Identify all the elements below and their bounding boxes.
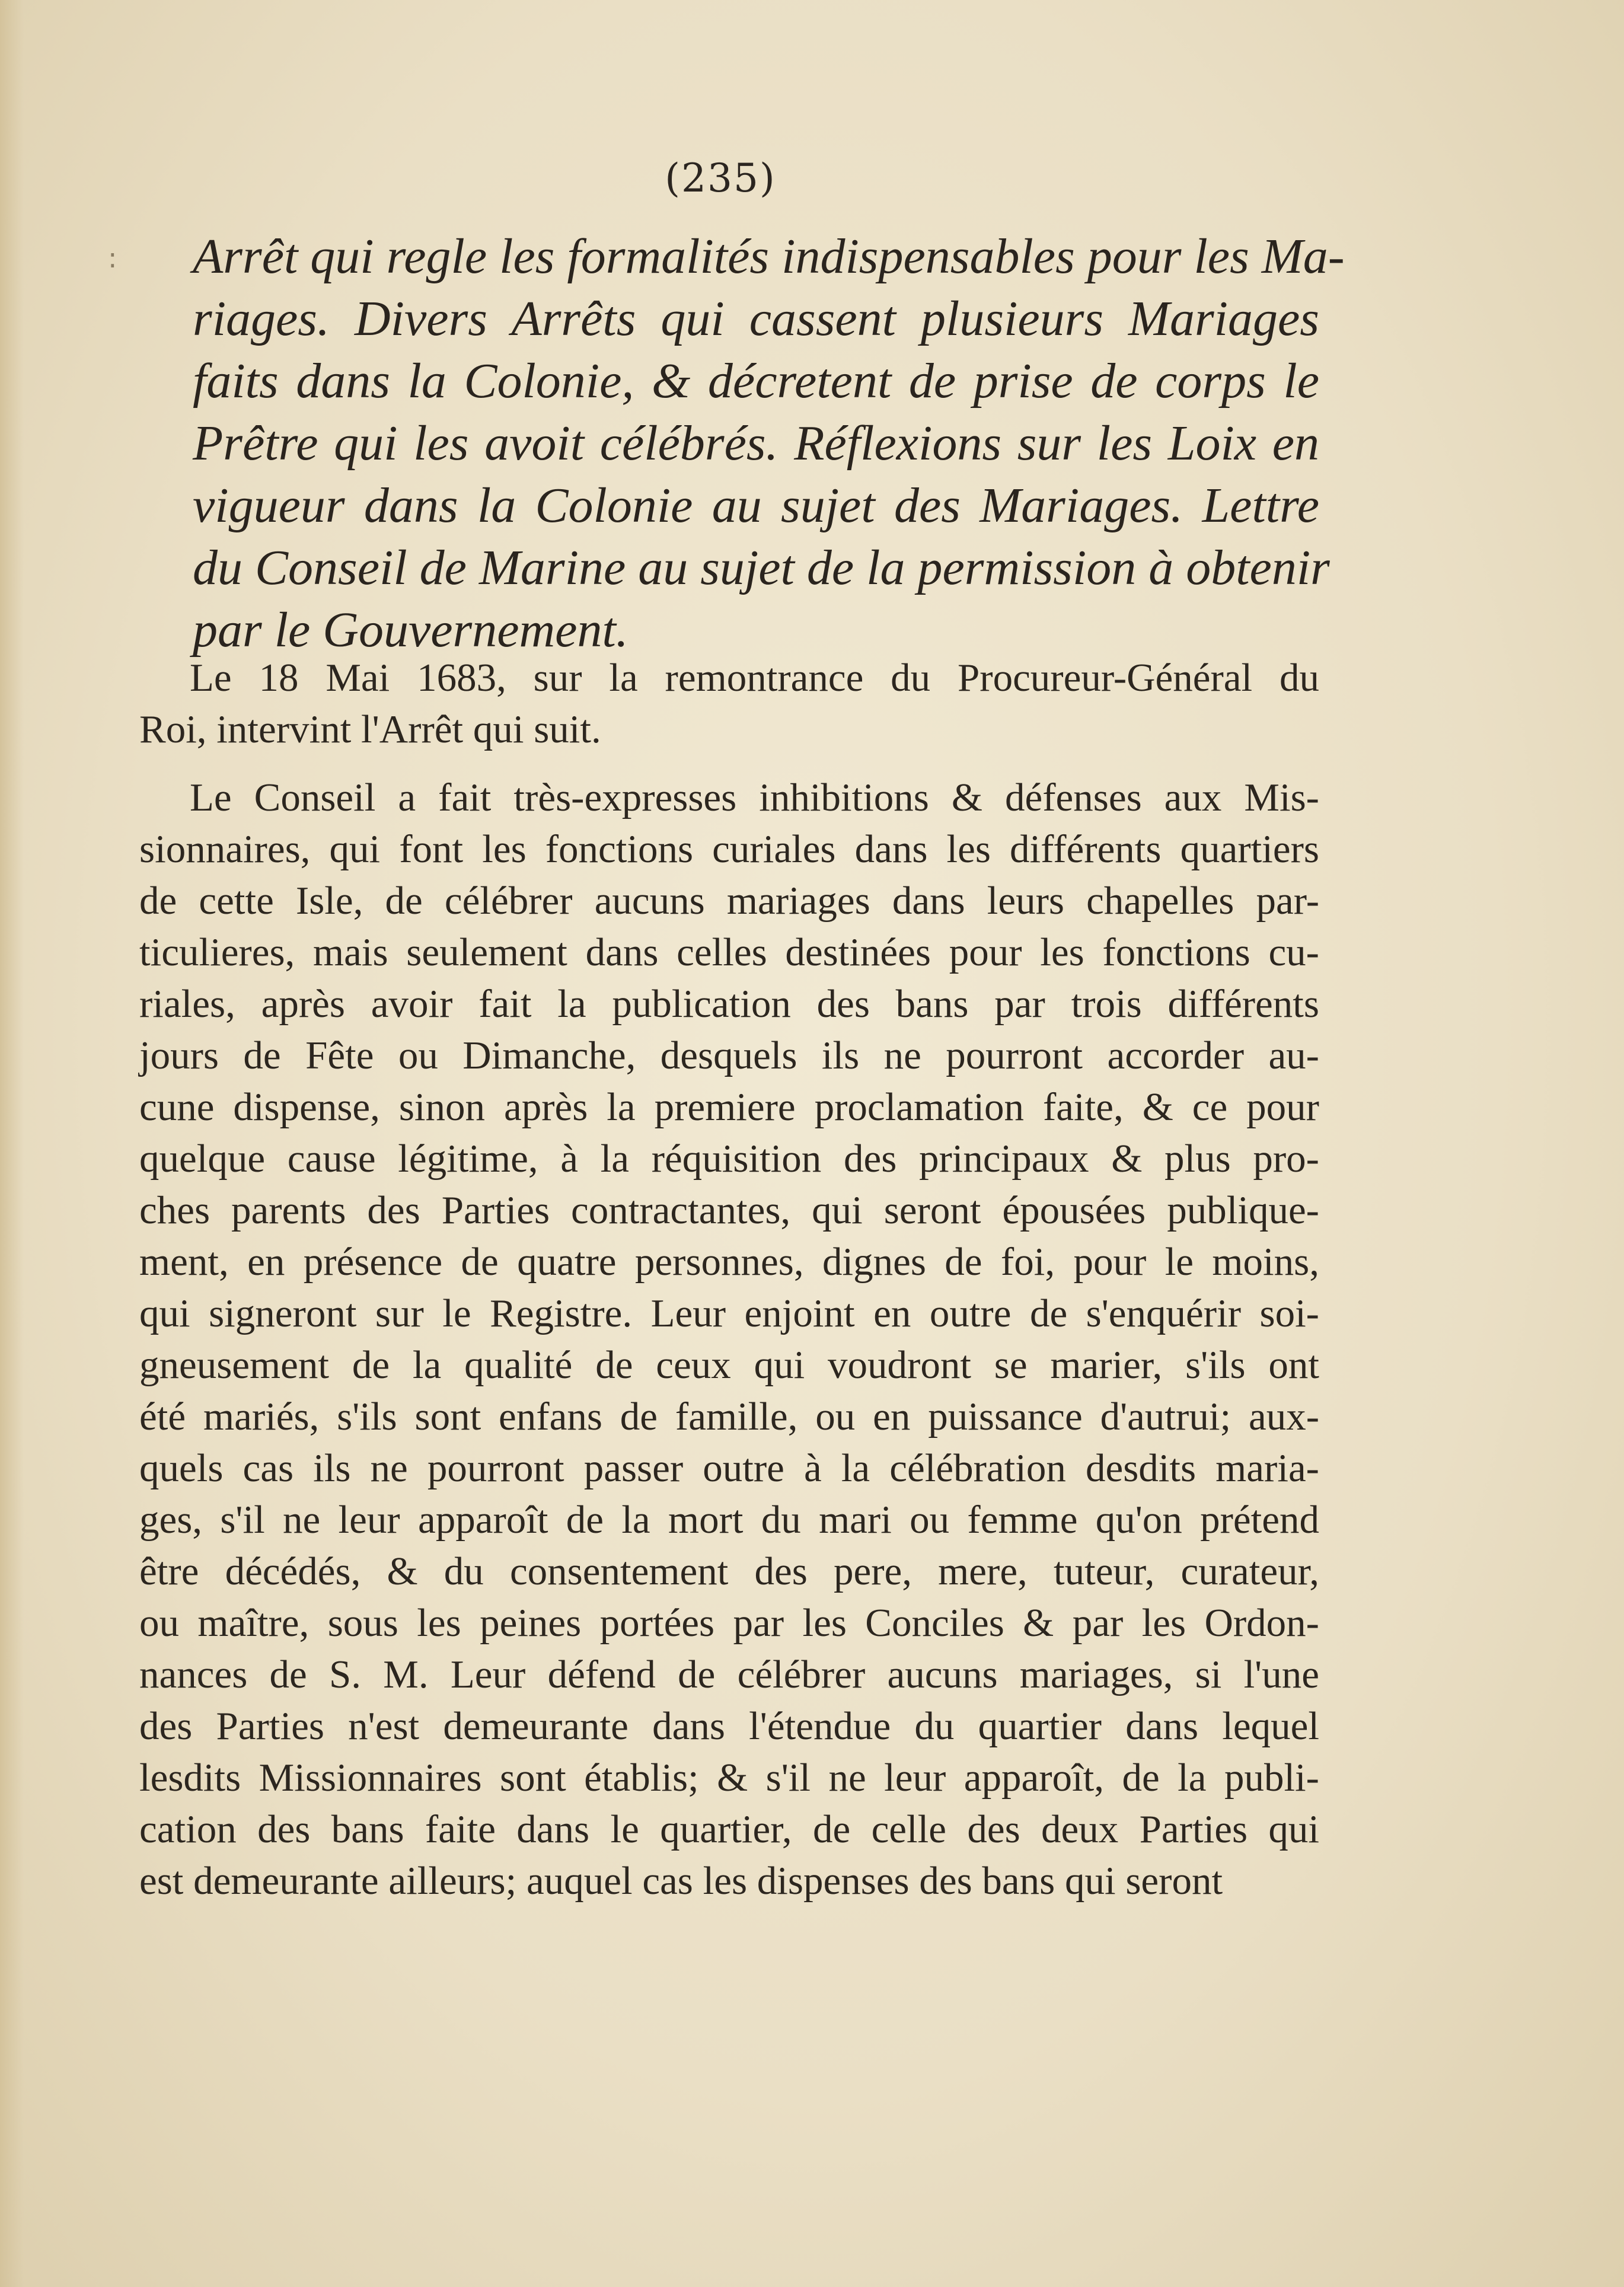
text-line: riales, après avoir fait la publication des bans par trois différents	[139, 982, 1319, 1026]
paragraph-gap	[139, 755, 1319, 772]
paragraph	[139, 652, 1319, 755]
text-line: est demeurante ailleurs; auquel cas les dispenses des bans qui seront	[139, 1859, 1223, 1903]
text-line: cation des bans faite dans le quartier, de celle des deux Parties qui	[139, 1807, 1319, 1851]
text-line: cune dispense, sinon après la premiere proclamation faite, & ce pour	[139, 1085, 1319, 1129]
page-gutter-shadow	[0, 0, 24, 2287]
paragraph	[139, 772, 1319, 1907]
text-line: nances de S. M. Leur défend de célébrer aucuns mariages, si l'une	[139, 1653, 1319, 1696]
text-line: de cette Isle, de célébrer aucuns mariages dans leurs chapelles par-	[139, 879, 1319, 923]
text-line: ticulieres, mais seulement dans celles destinées pour les fonctions cu-	[139, 930, 1319, 974]
text-line: sionnaires, qui font les fonctions curiales dans les différents quartiers	[139, 827, 1319, 871]
text-line: Roi, intervint l'Arrêt qui suit.	[139, 707, 601, 751]
text-line: Le 18 Mai 1683, sur la remontrance du Procureur-Général du	[190, 656, 1319, 700]
chapter-summary	[193, 225, 1345, 661]
text-line: ou maître, sous les peines portées par les Conciles & par les Ordon-	[139, 1601, 1319, 1645]
text-line: qui signeront sur le Registre. Leur enjoint en outre de s'enquérir soi-	[139, 1291, 1319, 1335]
summary-line: Arrêt qui regle les formalités indispensables pour les Ma-	[193, 229, 1345, 284]
text-line: Le Conseil a fait très-expresses inhibitions & défenses aux Mis-	[190, 776, 1319, 819]
text-line: être décédés, & du consentement des pere, mere, tuteur, curateur,	[139, 1549, 1319, 1593]
text-line: quelque cause légitime, à la réquisition des principaux & plus pro-	[139, 1137, 1319, 1181]
text-line: ment, en présence de quatre personnes, dignes de foi, pour le moins,	[139, 1240, 1319, 1284]
text-line: ges, s'il ne leur apparoît de la mort du mari ou femme qu'on prétend	[139, 1498, 1319, 1542]
text-line: quels cas ils ne pourront passer outre à la célébration desdits maria-	[139, 1446, 1319, 1490]
text-line: jours de Fête ou Dimanche, desquels ils ne pourront accorder au-	[139, 1034, 1319, 1077]
summary-line: Prêtre qui les avoit célébrés. Réflexions sur les Loix en	[193, 416, 1319, 471]
text-line: lesdits Missionnaires sont établis; & s'il ne leur apparoît, de la publi-	[139, 1756, 1319, 1800]
summary-line: faits dans la Colonie, & décretent de prise de corps le	[193, 353, 1319, 409]
text-line: gneusement de la qualité de ceux qui voudront se marier, s'ils ont	[139, 1343, 1319, 1387]
summary-line: par le Gouvernement.	[193, 602, 628, 658]
page-number: (235)	[665, 155, 776, 201]
summary-line: vigueur dans la Colonie au sujet des Mariages. Lettre	[193, 478, 1319, 533]
text-line: été mariés, s'ils sont enfans de famille, ou en puissance d'autrui; aux-	[139, 1395, 1319, 1438]
text-line: ches parents des Parties contractantes, qui seront épousées publique-	[139, 1188, 1319, 1232]
margin-mark: :	[108, 242, 117, 274]
text-line: des Parties n'est demeurante dans l'étendue du quartier dans lequel	[139, 1704, 1319, 1748]
body-text	[139, 652, 1319, 1907]
summary-line: du Conseil de Marine au sujet de la permission à obtenir	[193, 540, 1330, 595]
summary-line: riages. Divers Arrêts qui cassent plusieurs Mariages	[193, 291, 1319, 346]
